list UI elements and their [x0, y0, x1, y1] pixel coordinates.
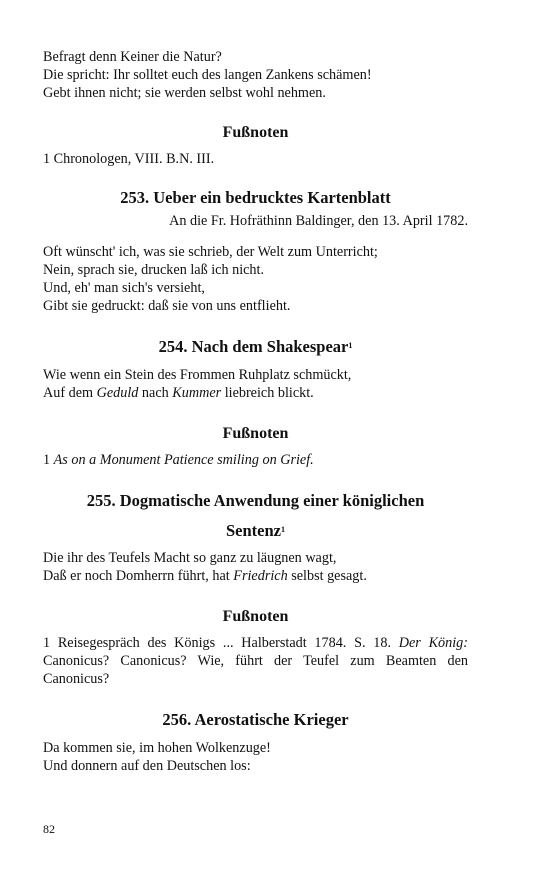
verse-line	[43, 567, 468, 585]
page-content	[43, 48, 468, 775]
verse-line: Oft wünscht' ich, was sie schrieb, der Welt zum Unterricht;	[43, 244, 378, 260]
italic-run: Geduld	[96, 385, 139, 401]
verse-line: Gibt sie gedruckt: daß sie von uns entflieht.	[43, 298, 291, 314]
section-title-255-line2	[43, 521, 468, 541]
intro-stanza	[43, 48, 468, 102]
verse-line: Nein, sprach sie, drucken laß ich nicht.	[43, 262, 265, 278]
text-run: Auf dem	[43, 385, 97, 401]
section-title-256: 256. Aerostatische Krieger	[162, 710, 349, 729]
verse-line: Die ihr des Teufels Macht so ganz zu läugnen wagt,	[43, 550, 337, 566]
text-run: selbst gesagt.	[287, 568, 367, 584]
verse-line: Wie wenn ein Stein des Frommen Ruhplatz schmückt,	[43, 367, 352, 383]
footnotes-heading: Fußnoten	[222, 425, 289, 442]
verse-line: Da kommen sie, im hohen Wolkenzuge!	[43, 740, 271, 756]
verse-line: Und, eh' man sich's versieht,	[43, 280, 205, 296]
section-title-254	[43, 337, 468, 357]
section-title-253: 253. Ueber ein bedrucktes Kartenblatt	[120, 188, 391, 207]
italic-run: Der König:	[398, 635, 468, 651]
footnote	[43, 634, 468, 688]
footnotes-heading: Fußnoten	[222, 124, 289, 141]
footnote: 1 Chronologen, VIII. B.N. III.	[43, 151, 215, 167]
footnotes-heading: Fußnoten	[222, 608, 289, 625]
section-title-255: 255. Dogmatische Anwendung einer königlichen	[86, 491, 425, 510]
italic-run: Friedrich	[233, 568, 288, 584]
verse-line	[43, 384, 468, 402]
verse-line: Gebt ihnen nicht; sie werden selbst wohl nehmen.	[43, 85, 326, 101]
text-run: Canonicus? Canonicus? Wie, führt der Teufel zum Beamten den Canonicus?	[43, 653, 468, 687]
poem-255	[43, 549, 468, 585]
poem-256	[43, 739, 468, 775]
footnote	[43, 451, 468, 469]
verse-line: Die spricht: Ihr solltet euch des langen Zankens schämen!	[43, 67, 372, 83]
verse-line: Und donnern auf den Deutschen los:	[43, 758, 251, 774]
text-run: nach	[138, 385, 173, 401]
verse-line: Befragt denn Keiner die Natur?	[43, 49, 222, 65]
text-run: Daß er noch Domherrn führt, hat	[43, 568, 234, 584]
title-text: Sentenz	[226, 521, 281, 540]
page-number: 82	[43, 822, 55, 836]
footnote-marker: 1	[348, 341, 353, 350]
footnote-number: 1	[43, 452, 54, 468]
poem-253	[43, 243, 468, 315]
text-run: 1 Reisegespräch des Königs ... Halberstadt 1784. S. 18.	[43, 635, 399, 651]
footnote-marker: 1	[281, 525, 285, 534]
poem-254	[43, 366, 468, 402]
title-text: 254. Nach dem Shakespear	[158, 337, 349, 356]
dedication: An die Fr. Hofräthinn Baldinger, den 13. April 1782.	[169, 213, 468, 229]
italic-run: As on a Monument Patience smiling on Grief.	[53, 452, 314, 468]
text-run: liebreich blickt.	[221, 385, 314, 401]
italic-run: Kummer	[172, 385, 222, 401]
